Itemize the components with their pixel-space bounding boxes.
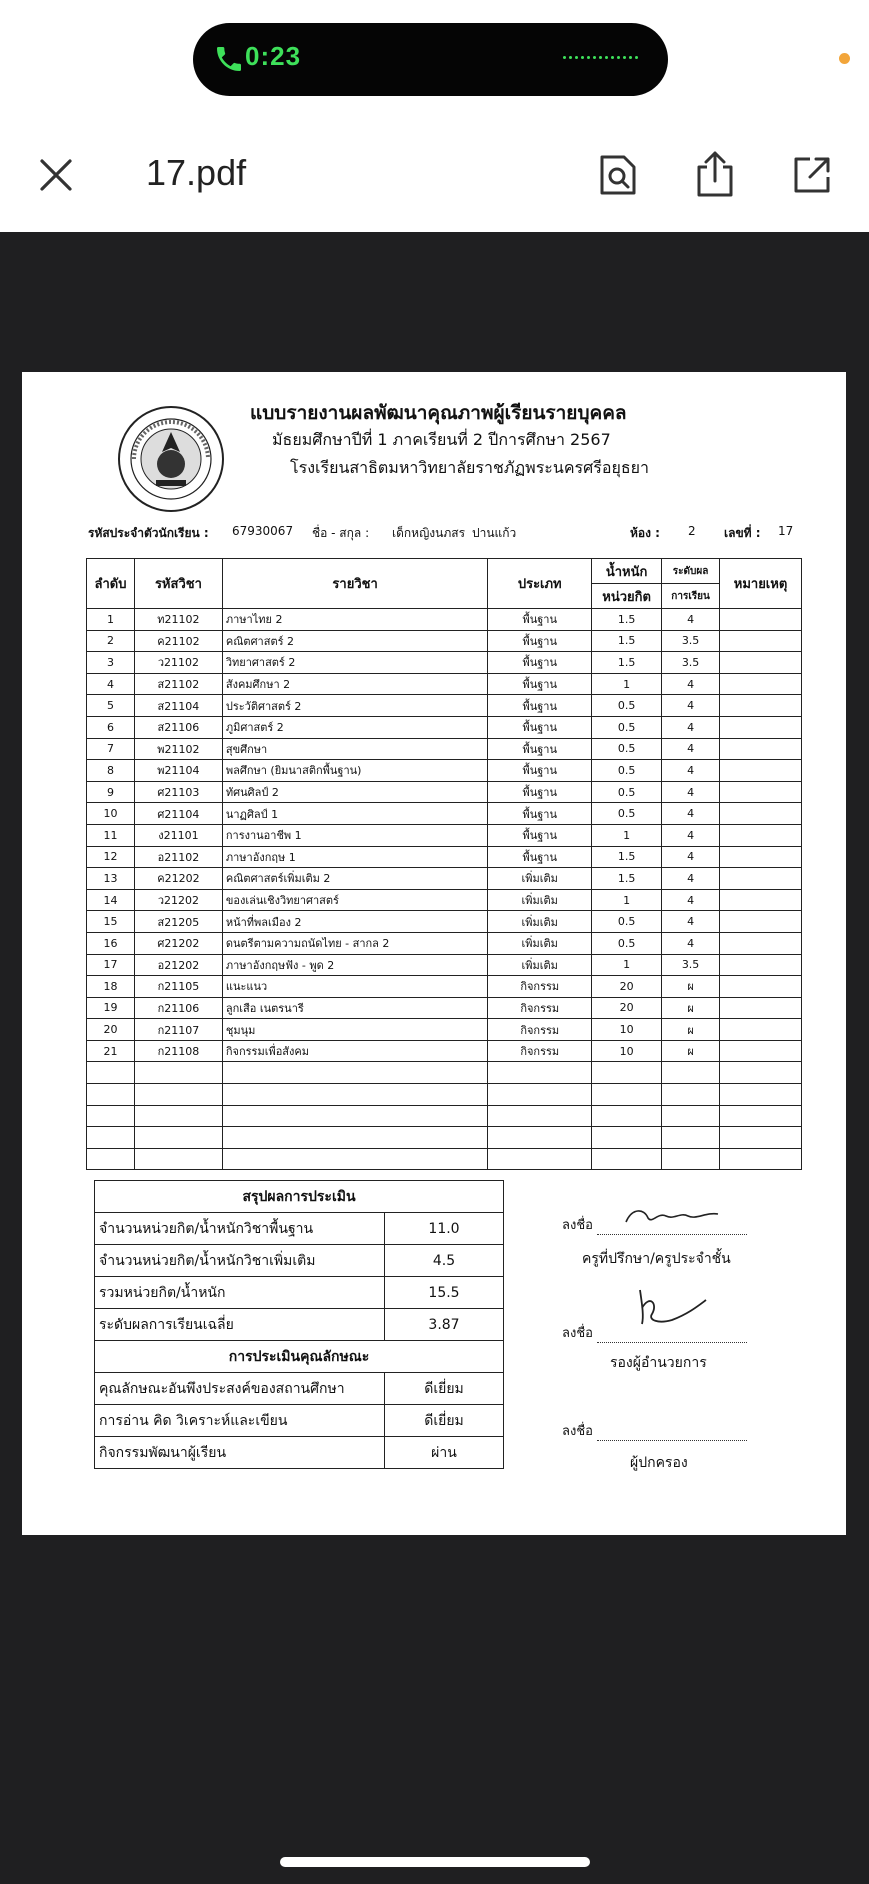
signature-role-advisor: ครูที่ปรึกษา/ครูประจำชั้น [582, 1251, 731, 1267]
row-order: 16 [87, 932, 135, 954]
empty-cell [592, 1062, 662, 1084]
header-grade-bottom: การเรียน [662, 584, 720, 609]
table-row [87, 803, 802, 825]
row-subject: ภาษาไทย 2 [222, 609, 487, 631]
row-code: ส21104 [134, 695, 222, 717]
trait-row [95, 1437, 504, 1469]
row-order: 8 [87, 760, 135, 782]
school-seal-logo [116, 404, 226, 514]
empty-cell [87, 1127, 135, 1149]
summary-table [94, 1180, 504, 1469]
row-note [720, 652, 802, 674]
row-grade: 4 [662, 889, 720, 911]
table-row [87, 932, 802, 954]
header-note: หมายเหตุ [720, 559, 802, 609]
signature-label: ลงชื่อ [562, 1326, 593, 1341]
row-type: พื้นฐาน [488, 824, 592, 846]
summary-label: ระดับผลการเรียนเฉลี่ย [95, 1309, 385, 1341]
row-weight: 0.5 [592, 781, 662, 803]
table-row [87, 824, 802, 846]
row-type: พื้นฐาน [488, 609, 592, 631]
row-grade: 4 [662, 760, 720, 782]
row-code: ศ21202 [134, 932, 222, 954]
summary-value: 4.5 [385, 1245, 504, 1277]
row-order: 19 [87, 997, 135, 1019]
summary-header: สรุปผลการประเมิน [95, 1181, 504, 1213]
trait-value: ผ่าน [385, 1437, 504, 1469]
row-code: ท21102 [134, 609, 222, 631]
row-grade: 3.5 [662, 954, 720, 976]
row-order: 1 [87, 609, 135, 631]
row-code: ส21102 [134, 673, 222, 695]
summary-value: 3.87 [385, 1309, 504, 1341]
row-subject: คณิตศาสตร์ 2 [222, 630, 487, 652]
grades-table [86, 558, 802, 1170]
row-weight: 0.5 [592, 932, 662, 954]
row-note [720, 1040, 802, 1062]
row-grade: 4 [662, 846, 720, 868]
row-order: 3 [87, 652, 135, 674]
empty-cell [488, 1084, 592, 1106]
table-row [87, 868, 802, 890]
row-weight: 1.5 [592, 652, 662, 674]
row-weight: 0.5 [592, 738, 662, 760]
empty-table-row [87, 1127, 802, 1149]
row-grade: 4 [662, 738, 720, 760]
row-subject: ภูมิศาสตร์ 2 [222, 716, 487, 738]
table-row [87, 889, 802, 911]
row-order: 11 [87, 824, 135, 846]
empty-cell [87, 1084, 135, 1106]
row-grade: 4 [662, 695, 720, 717]
row-code: ค21102 [134, 630, 222, 652]
row-code: ค21202 [134, 868, 222, 890]
header-weight-bottom: หน่วยกิต [592, 584, 662, 609]
signature-role-parent: ผู้ปกครอง [630, 1455, 688, 1471]
row-code: พ21102 [134, 738, 222, 760]
row-grade: 3.5 [662, 630, 720, 652]
row-code: อ21102 [134, 846, 222, 868]
row-subject: สุขศึกษา [222, 738, 487, 760]
row-type: พื้นฐาน [488, 846, 592, 868]
empty-cell [87, 1148, 135, 1170]
row-type: พื้นฐาน [488, 803, 592, 825]
summary-row [95, 1213, 504, 1245]
summary-value: 11.0 [385, 1213, 504, 1245]
privacy-indicator-dot [839, 53, 850, 64]
row-code: อ21202 [134, 954, 222, 976]
row-weight: 1 [592, 954, 662, 976]
row-code: ว21102 [134, 652, 222, 674]
row-code: ก21108 [134, 1040, 222, 1062]
call-timer: 0:23 [245, 41, 302, 71]
row-subject: พลศึกษา (ยิมนาสติกพื้นฐาน) [222, 760, 487, 782]
home-indicator[interactable] [280, 1857, 590, 1867]
table-row [87, 976, 802, 998]
empty-cell [222, 1127, 487, 1149]
row-weight: 1.5 [592, 609, 662, 631]
row-subject: คณิตศาสตร์เพิ่มเติม 2 [222, 868, 487, 890]
empty-cell [488, 1127, 592, 1149]
school-name: โรงเรียนสาธิตมหาวิทยาลัยราชภัฏพระนครศรีอยุธยา [290, 458, 649, 477]
row-grade: 3.5 [662, 652, 720, 674]
trait-value: ดีเยี่ยม [385, 1405, 504, 1437]
row-note [720, 954, 802, 976]
empty-cell [592, 1127, 662, 1149]
student-name-label: ชื่อ - สกุล : [312, 526, 370, 540]
document-search-icon[interactable] [598, 153, 638, 197]
advisor-signature [622, 1204, 722, 1228]
header-grade-top: ระดับผล [662, 559, 720, 584]
row-weight: 1.5 [592, 868, 662, 890]
row-code: พ21104 [134, 760, 222, 782]
row-order: 5 [87, 695, 135, 717]
table-row [87, 652, 802, 674]
row-code: ก21106 [134, 997, 222, 1019]
empty-cell [222, 1084, 487, 1106]
table-row [87, 997, 802, 1019]
table-row [87, 911, 802, 933]
row-weight: 0.5 [592, 695, 662, 717]
row-type: เพิ่มเติม [488, 932, 592, 954]
row-order: 18 [87, 976, 135, 998]
summary-row [95, 1277, 504, 1309]
table-row [87, 1019, 802, 1041]
row-weight: 0.5 [592, 911, 662, 933]
row-grade: 4 [662, 609, 720, 631]
row-code: ส21106 [134, 716, 222, 738]
empty-table-row [87, 1084, 802, 1106]
report-title: แบบรายงานผลพัฒนาคุณภาพผู้เรียนรายบุคคล [250, 402, 627, 424]
row-type: เพิ่มเติม [488, 889, 592, 911]
row-type: พื้นฐาน [488, 652, 592, 674]
row-grade: ผ [662, 997, 720, 1019]
file-name: 17.pdf [146, 152, 247, 193]
row-note [720, 932, 802, 954]
room-label: ห้อง : [630, 526, 660, 540]
empty-cell [87, 1105, 135, 1127]
number-value: 17 [778, 524, 794, 538]
row-grade: ผ [662, 1040, 720, 1062]
empty-cell [662, 1148, 720, 1170]
row-grade: 4 [662, 673, 720, 695]
close-icon[interactable] [36, 155, 76, 195]
row-note [720, 911, 802, 933]
trait-value: ดีเยี่ยม [385, 1373, 504, 1405]
row-weight: 20 [592, 997, 662, 1019]
row-order: 20 [87, 1019, 135, 1041]
signature-label: ลงชื่อ [562, 1424, 593, 1439]
row-order: 12 [87, 846, 135, 868]
empty-cell [662, 1062, 720, 1084]
student-id-label: รหัสประจำตัวนักเรียน : [88, 526, 209, 540]
summary-label: จำนวนหน่วยกิต/น้ำหนักวิชาพื้นฐาน [95, 1213, 385, 1245]
table-row [87, 954, 802, 976]
header-subject: รายวิชา [222, 559, 487, 609]
table-row [87, 609, 802, 631]
row-weight: 10 [592, 1019, 662, 1041]
empty-table-row [87, 1148, 802, 1170]
row-subject: ทัศนศิลป์ 2 [222, 781, 487, 803]
table-row [87, 695, 802, 717]
signature-line-parent [562, 1420, 747, 1441]
signature-role-deputy: รองผู้อำนวยการ [610, 1355, 707, 1371]
empty-cell [134, 1105, 222, 1127]
row-type: พื้นฐาน [488, 716, 592, 738]
trait-row [95, 1373, 504, 1405]
row-order: 2 [87, 630, 135, 652]
row-grade: 4 [662, 911, 720, 933]
row-grade: 4 [662, 868, 720, 890]
header-weight-top: น้ำหนัก [592, 559, 662, 584]
row-note [720, 889, 802, 911]
row-note [720, 716, 802, 738]
row-subject: ประวัติศาสตร์ 2 [222, 695, 487, 717]
call-status-pill[interactable] [193, 23, 668, 96]
row-note [720, 824, 802, 846]
row-weight: 20 [592, 976, 662, 998]
row-order: 6 [87, 716, 135, 738]
empty-cell [592, 1148, 662, 1170]
row-order: 14 [87, 889, 135, 911]
empty-cell [488, 1105, 592, 1127]
row-subject: กิจกรรมเพื่อสังคม [222, 1040, 487, 1062]
row-code: ส21205 [134, 911, 222, 933]
summary-label: รวมหน่วยกิต/น้ำหนัก [95, 1277, 385, 1309]
empty-table-row [87, 1062, 802, 1084]
row-grade: ผ [662, 1019, 720, 1041]
header-code: รหัสวิชา [134, 559, 222, 609]
empty-cell [134, 1062, 222, 1084]
empty-cell [720, 1084, 802, 1106]
row-note [720, 630, 802, 652]
row-subject: นาฏศิลป์ 1 [222, 803, 487, 825]
row-order: 15 [87, 911, 135, 933]
grades-table-body [87, 609, 802, 1170]
empty-cell [662, 1084, 720, 1106]
traits-header: การประเมินคุณลักษณะ [95, 1341, 504, 1373]
row-type: เพิ่มเติม [488, 868, 592, 890]
row-code: ศ21103 [134, 781, 222, 803]
empty-cell [488, 1062, 592, 1084]
empty-cell [720, 1062, 802, 1084]
trait-label: การอ่าน คิด วิเคราะห์และเขียน [95, 1405, 385, 1437]
row-weight: 0.5 [592, 716, 662, 738]
row-code: ศ21104 [134, 803, 222, 825]
empty-cell [662, 1127, 720, 1149]
row-note [720, 781, 802, 803]
row-type: กิจกรรม [488, 1040, 592, 1062]
row-type: พื้นฐาน [488, 781, 592, 803]
row-subject: แนะแนว [222, 976, 487, 998]
empty-cell [222, 1148, 487, 1170]
row-subject: ของเล่นเชิงวิทยาศาสตร์ [222, 889, 487, 911]
row-subject: ชุมนุม [222, 1019, 487, 1041]
row-note [720, 1019, 802, 1041]
phone-icon [213, 43, 245, 75]
row-grade: 4 [662, 716, 720, 738]
row-note [720, 997, 802, 1019]
empty-cell [222, 1062, 487, 1084]
empty-cell [720, 1127, 802, 1149]
open-external-icon[interactable] [790, 153, 834, 197]
table-row [87, 673, 802, 695]
header-order: ลำดับ [87, 559, 135, 609]
row-type: พื้นฐาน [488, 738, 592, 760]
row-order: 4 [87, 673, 135, 695]
table-row [87, 846, 802, 868]
signature-label: ลงชื่อ [562, 1218, 593, 1233]
row-code: ง21101 [134, 824, 222, 846]
row-note [720, 695, 802, 717]
row-order: 7 [87, 738, 135, 760]
student-first-name: เด็กหญิงนภสร [392, 526, 466, 540]
row-grade: ผ [662, 976, 720, 998]
empty-cell [720, 1105, 802, 1127]
row-grade: 4 [662, 932, 720, 954]
row-weight: 1 [592, 889, 662, 911]
trait-label: กิจกรรมพัฒนาผู้เรียน [95, 1437, 385, 1469]
row-order: 10 [87, 803, 135, 825]
summary-label: จำนวนหน่วยกิต/น้ำหนักวิชาเพิ่มเติม [95, 1245, 385, 1277]
trait-row [95, 1405, 504, 1437]
row-note [720, 846, 802, 868]
table-row [87, 1040, 802, 1062]
number-label: เลขที่ : [724, 526, 761, 540]
row-order: 9 [87, 781, 135, 803]
row-subject: การงานอาชีพ 1 [222, 824, 487, 846]
row-type: เพิ่มเติม [488, 954, 592, 976]
row-weight: 1.5 [592, 630, 662, 652]
trait-label: คุณลักษณะอันพึงประสงค์ของสถานศึกษา [95, 1373, 385, 1405]
row-order: 17 [87, 954, 135, 976]
row-note [720, 803, 802, 825]
row-weight: 1.5 [592, 846, 662, 868]
share-icon[interactable] [693, 149, 737, 199]
empty-cell [134, 1127, 222, 1149]
row-code: ก21107 [134, 1019, 222, 1041]
empty-cell [488, 1148, 592, 1170]
row-subject: ภาษาอังกฤษ 1 [222, 846, 487, 868]
summary-row [95, 1309, 504, 1341]
report-subtitle: มัธยมศึกษาปีที่ 1 ภาคเรียนที่ 2 ปีการศึกษา 2567 [272, 430, 611, 449]
row-type: เพิ่มเติม [488, 911, 592, 933]
room-value: 2 [688, 524, 696, 538]
row-order: 21 [87, 1040, 135, 1062]
table-row [87, 630, 802, 652]
row-grade: 4 [662, 781, 720, 803]
row-type: พื้นฐาน [488, 760, 592, 782]
table-row [87, 760, 802, 782]
row-type: พื้นฐาน [488, 695, 592, 717]
row-note [720, 673, 802, 695]
row-grade: 4 [662, 803, 720, 825]
row-order: 13 [87, 868, 135, 890]
deputy-signature [632, 1284, 712, 1330]
row-subject: ลูกเสือ เนตรนารี [222, 997, 487, 1019]
empty-cell [720, 1148, 802, 1170]
row-note [720, 738, 802, 760]
row-grade: 4 [662, 824, 720, 846]
row-weight: 1 [592, 824, 662, 846]
row-note [720, 760, 802, 782]
empty-cell [662, 1105, 720, 1127]
empty-table-row [87, 1105, 802, 1127]
pdf-page [22, 372, 846, 1535]
row-note [720, 868, 802, 890]
student-id-value: 67930067 [232, 524, 294, 538]
row-code: ก21105 [134, 976, 222, 998]
row-code: ว21202 [134, 889, 222, 911]
row-subject: หน้าที่พลเมือง 2 [222, 911, 487, 933]
row-type: กิจกรรม [488, 976, 592, 998]
audio-wave-icon [563, 56, 638, 59]
student-last-name: ปานแก้ว [472, 526, 517, 540]
row-subject: วิทยาศาสตร์ 2 [222, 652, 487, 674]
row-type: กิจกรรม [488, 1019, 592, 1041]
summary-value: 15.5 [385, 1277, 504, 1309]
empty-cell [592, 1084, 662, 1106]
row-weight: 0.5 [592, 760, 662, 782]
row-note [720, 609, 802, 631]
empty-cell [592, 1105, 662, 1127]
row-type: กิจกรรม [488, 997, 592, 1019]
row-type: พื้นฐาน [488, 630, 592, 652]
row-subject: ดนตรีตามความถนัดไทย - สากล 2 [222, 932, 487, 954]
row-subject: ภาษาอังกฤษฟัง - พูด 2 [222, 954, 487, 976]
row-weight: 0.5 [592, 803, 662, 825]
row-type: พื้นฐาน [488, 673, 592, 695]
row-subject: สังคมศึกษา 2 [222, 673, 487, 695]
table-row [87, 716, 802, 738]
row-weight: 1 [592, 673, 662, 695]
header-type: ประเภท [488, 559, 592, 609]
row-note [720, 976, 802, 998]
row-weight: 10 [592, 1040, 662, 1062]
table-row [87, 738, 802, 760]
app-bar [0, 0, 869, 232]
empty-cell [222, 1105, 487, 1127]
summary-row [95, 1245, 504, 1277]
empty-cell [87, 1062, 135, 1084]
table-row [87, 781, 802, 803]
empty-cell [134, 1148, 222, 1170]
empty-cell [134, 1084, 222, 1106]
